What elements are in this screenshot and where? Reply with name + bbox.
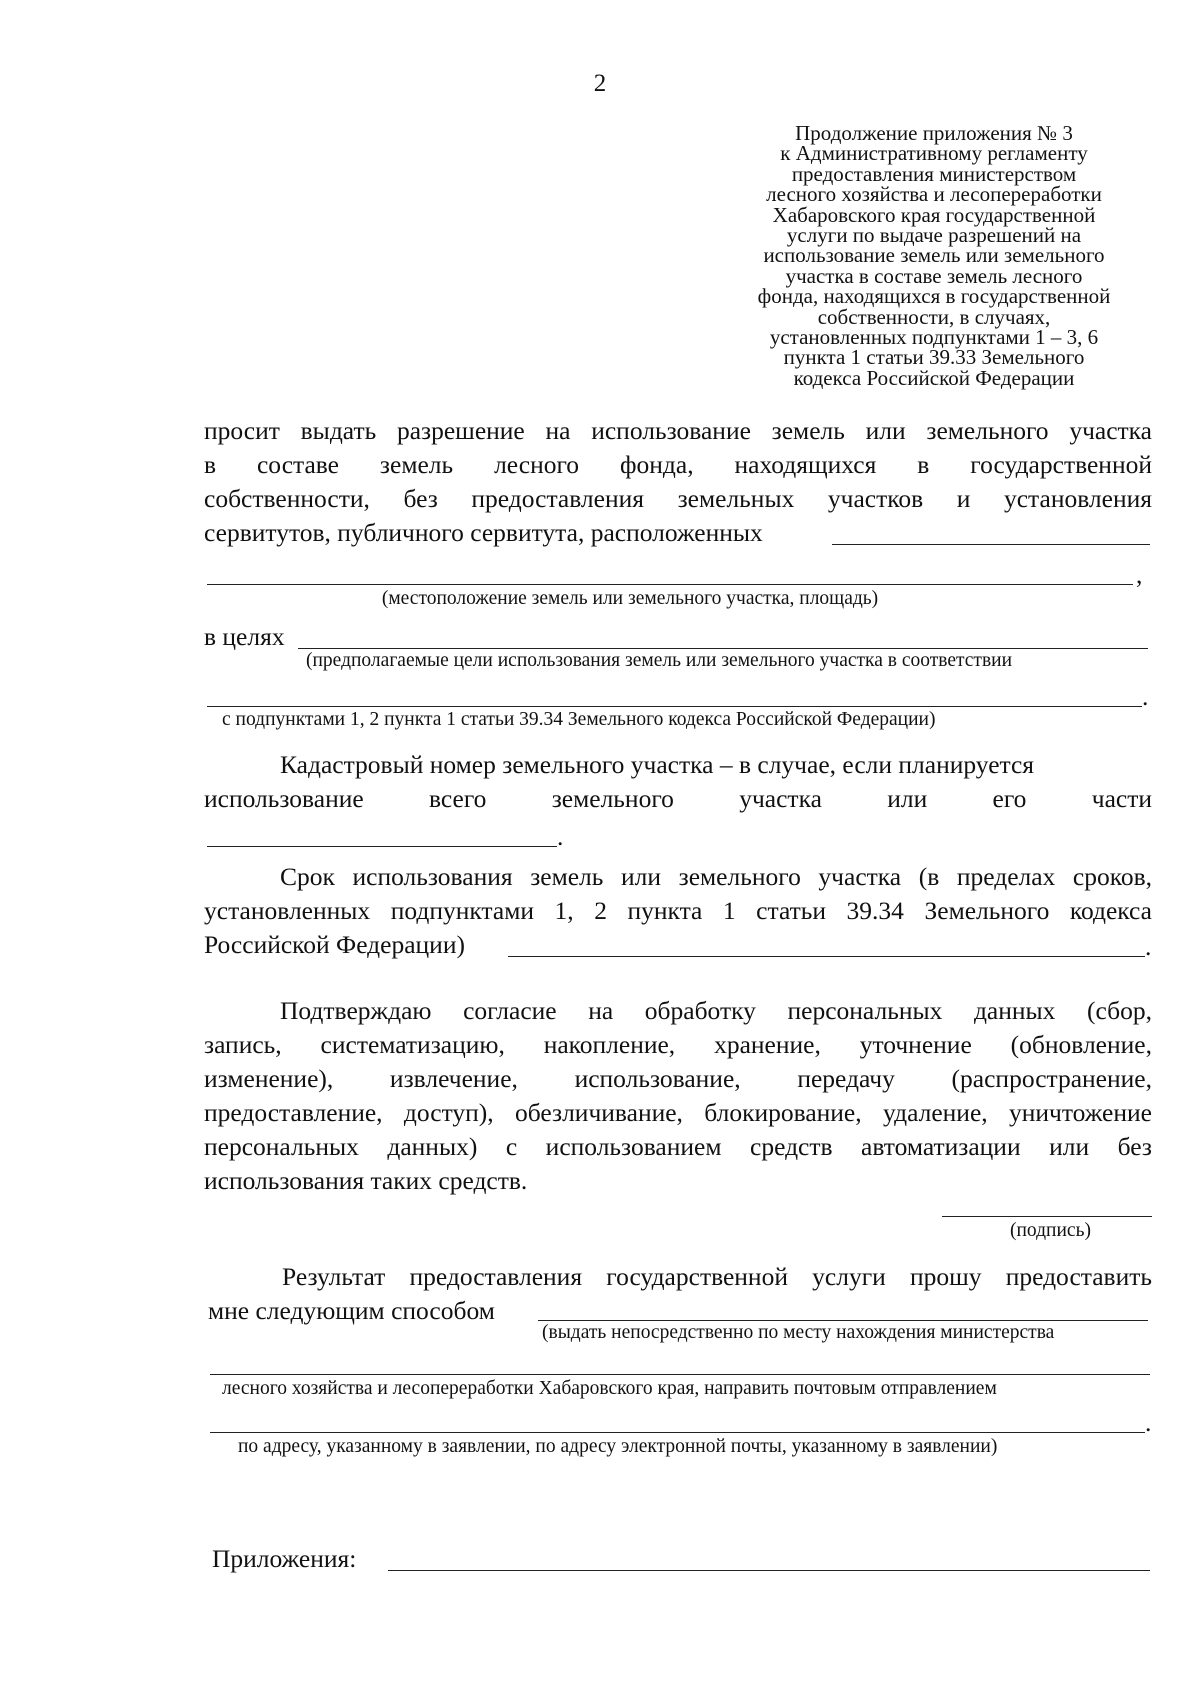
purpose-blank-2[interactable] (207, 706, 1142, 707)
period: . (1145, 932, 1152, 961)
period: . (1142, 682, 1149, 711)
location-caption: (местоположение земель или земельного участка, площадь) (381, 588, 879, 609)
header-line: Продолжение приложения № 3 (795, 121, 1073, 145)
attachments-blank[interactable] (388, 1570, 1150, 1571)
purpose-label: в целях (204, 622, 285, 651)
result-caption-2: лесного хозяйства и лесопереработки Хабаровского края, направить почтовым отправлением (222, 1378, 997, 1399)
header-line: собственности, в случаях, (817, 304, 1051, 329)
header-line: услуги по выдаче разрешений на (786, 223, 1082, 248)
period: . (557, 822, 564, 851)
location-blank-1[interactable] (832, 544, 1150, 545)
header-line: установленных подпунктами 1 – 3, 6 (769, 325, 1099, 350)
request-line-2: в составе земель лесного фонда, находящихся в государственной (204, 450, 1152, 479)
consent-line-3: изменение), извлечение, использование, передачу (распространение, (204, 1064, 1152, 1093)
header-line: фонда, находящихся в государственной (757, 284, 1111, 309)
header-line: лесного хозяйства и лесопереработки (766, 182, 1102, 207)
signature-caption: (подпись) (1010, 1220, 1091, 1241)
cadastral-line-2: использование всего земельного участка или его части (204, 784, 1152, 813)
result-blank-3[interactable] (210, 1432, 1145, 1433)
header-line: Хабаровского края государственной (772, 202, 1096, 227)
request-line-3: собственности, без предоставления земельных участков и установления (204, 484, 1152, 513)
request-line-4: сервитутов, публичного сервитута, расположенных (204, 518, 763, 547)
result-blank-2[interactable] (210, 1374, 1150, 1375)
header-line: пункта 1 статьи 39.33 Земельного (783, 345, 1085, 370)
header-line: использование земель или земельного (763, 243, 1105, 268)
result-caption-3: по адресу, указанному в заявлении, по адресу электронной почты, указанному в заявлении) (238, 1436, 998, 1457)
result-caption-1: (выдать непосредственно по месту нахождения министерства (542, 1322, 1055, 1343)
header-line: участка в составе земель лесного (785, 263, 1083, 288)
consent-line-1: Подтверждаю согласие на обработку персональных данных (сбор, (280, 996, 1152, 1025)
term-blank[interactable] (508, 956, 1145, 957)
purpose-blank-1[interactable] (298, 648, 1148, 649)
result-line-1: Результат предоставления государственной услуги прошу предоставить (282, 1262, 1152, 1291)
location-blank-2[interactable] (207, 584, 1133, 585)
result-line-2: мне следующим способом (208, 1296, 495, 1325)
request-line-1: просит выдать разрешение на использование земель или земельного участка (204, 416, 1152, 445)
header-line: к Административному регламенту (780, 141, 1088, 166)
term-line-3: Российской Федерации) (204, 930, 465, 959)
purpose-caption-1: (предполагаемые цели использования земель или земельного участка в соответствии (306, 650, 1013, 671)
period: . (1145, 1408, 1152, 1437)
header-line: предоставления министерством (791, 161, 1077, 186)
page-number: 2 (593, 70, 607, 97)
result-blank-1[interactable] (538, 1320, 1148, 1321)
consent-line-6: использования таких средств. (204, 1166, 528, 1195)
consent-line-4: предоставление, доступ), обезличивание, блокирование, удаление, уничтожение (204, 1098, 1152, 1127)
signature-blank[interactable] (942, 1216, 1152, 1217)
header-line: кодекса Российской Федерации (793, 365, 1075, 390)
term-line-2: установленных подпунктами 1, 2 пункта 1 статьи 39.34 Земельного кодекса (204, 896, 1152, 925)
consent-line-2: запись, систематизацию, накопление, хранение, уточнение (обновление, (204, 1030, 1152, 1059)
consent-line-5: персональных данных) с использованием средств автоматизации или без (204, 1132, 1152, 1161)
cadastral-blank[interactable] (207, 846, 557, 847)
attachments-label: Приложения: (212, 1544, 357, 1573)
cadastral-line-1: Кадастровый номер земельного участка – в случае, если планируется (280, 750, 1035, 779)
appendix-header (742, 123, 1126, 388)
term-line-1: Срок использования земель или земельного участка (в пределах сроков, (280, 862, 1152, 891)
comma: , (1136, 560, 1143, 589)
purpose-caption-2: с подпунктами 1, 2 пункта 1 статьи 39.34 Земельного кодекса Российской Федерации) (222, 709, 936, 730)
